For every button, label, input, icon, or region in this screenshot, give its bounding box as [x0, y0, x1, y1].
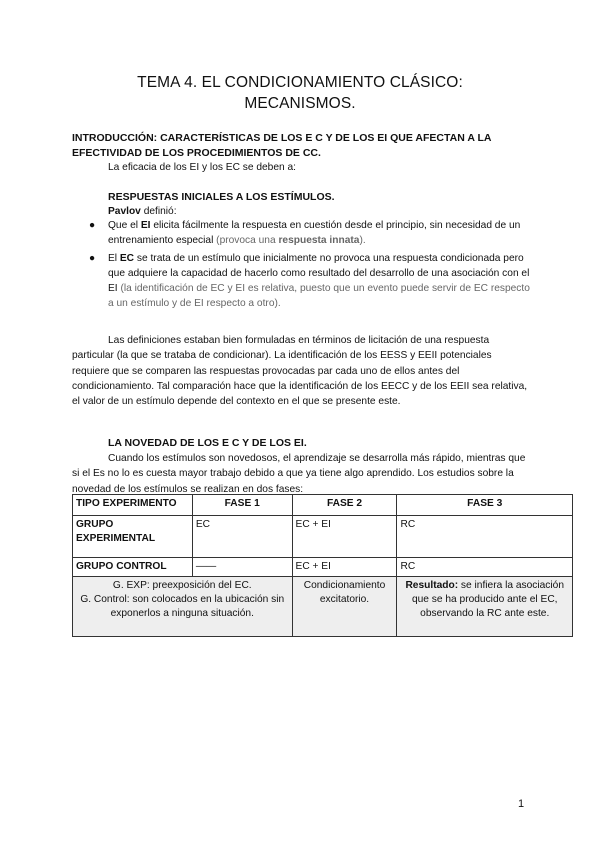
- note-condicionamiento: Condicionamiento excitatorio.: [292, 577, 397, 637]
- header-fase-1: FASE 1: [192, 495, 292, 516]
- note-resultado: Resultado: se infiera la asociación que se ha producido ante el EC, observando la RC ante este.: [397, 577, 573, 637]
- intro-heading: INTRODUCCIÓN: CARACTERÍSTICAS DE LOS E C Y DE LOS EI QUE AFECTAN A LA EFECTIVIDAD DE LOS PROCEDIMIENTOS DE CC.: [72, 132, 492, 159]
- table-row-control: [73, 558, 573, 577]
- novedad-paragraph: Cuando los estímulos son novedosos, el aprendizaje se desarrolla más rápido, mientras que si el Es no lo es cuesta mayor trabajo debido a que ya tiene algo aprendido. Los estudios sobre la novedad de los estímulos se realizan en dos fases:: [72, 453, 526, 495]
- definiciones-paragraph: Las definiciones estaban bien formuladas en términos de licitación de una respuesta particular (la que se trataba de condicionar). La identificación de los EESS y EEII potenciales requiere que se comparen las respuestas provocadas par cada uno de ellos antes del condicionamiento. Tal comparación hace que la identificación de los EECC y de los EEII sea relativa, el valor de un estímulo depende del contexto en el que se presente este.: [72, 335, 528, 408]
- bullet-icon: ●: [89, 220, 96, 231]
- pavlov-line: [108, 204, 528, 219]
- cell-exp-fase-3: RC: [397, 516, 573, 558]
- intro-lead: La eficacia de los EI y los EC se deben a:: [108, 162, 297, 173]
- header-fase-2: FASE 2: [292, 495, 397, 516]
- pavlov-name: Pavlov: [108, 206, 141, 217]
- definitions-list: [86, 218, 530, 312]
- page-number: 1: [518, 798, 525, 810]
- cell-ctrl-fase-3: RC: [397, 558, 573, 577]
- ec-bold: EC: [119, 252, 135, 264]
- list-item-ec: ● El EC se trata de un estímulo que inicialmente no provoca una respuesta condicionada pero que adquiere la capacidad de hacerlo como resultado del desarrollo de una asociación con el EI (la identificación de EC y EI es relativa, puesto que un evento puede servir de EC respecto a un estímulo y de EI respecto a otro).: [89, 252, 530, 310]
- ei-bold: EI: [140, 220, 151, 231]
- note-groups: G. EXP: preexposición del EC. G. Control: son colocados en la ubicación sin exponerlos a ninguna situación.: [73, 577, 293, 637]
- ei-aside: (provoca una respuesta innata).: [216, 235, 366, 247]
- header-fase-3: FASE 3: [397, 495, 573, 516]
- bullet-icon: ●: [89, 252, 96, 264]
- row-label-control: GRUPO CONTROL: [73, 558, 193, 577]
- cell-exp-fase-1: EC: [192, 516, 292, 558]
- table-header-row: [73, 495, 573, 516]
- title-line-1: TEMA 4. EL CONDICIONAMIENTO CLÁSICO:: [137, 74, 463, 91]
- respuestas-heading: RESPUESTAS INICIALES A LOS ESTÍMULOS.: [108, 191, 335, 203]
- pavlov-suffix: definió:: [140, 206, 177, 217]
- table-row-notes: [73, 577, 573, 637]
- experiment-table: [72, 494, 573, 637]
- ec-aside: (la identificación de EC y EI es relativa, puesto que un evento puede servir de EC respecto a un estímulo y de EI respecto a otro).: [108, 283, 530, 310]
- table-row-experimental: [73, 516, 573, 558]
- header-tipo: TIPO EXPERIMENTO: [73, 495, 193, 516]
- page-title: [0, 72, 600, 114]
- cell-ctrl-fase-2: EC + EI: [292, 558, 397, 577]
- novedad-heading: LA NOVEDAD DE LOS E C Y DE LOS EI.: [108, 437, 307, 449]
- row-label-experimental: GRUPO EXPERIMENTAL: [73, 516, 193, 558]
- title-line-2: MECANISMOS.: [244, 95, 356, 112]
- list-item-ei: ● Que el EI elicita fácilmente la respuesta en cuestión desde el principio, sin necesidad de un entrenamiento especial (provoca una respuesta innata).: [89, 220, 521, 247]
- cell-ctrl-fase-1: ——: [192, 558, 292, 577]
- cell-exp-fase-2: EC + EI: [292, 516, 397, 558]
